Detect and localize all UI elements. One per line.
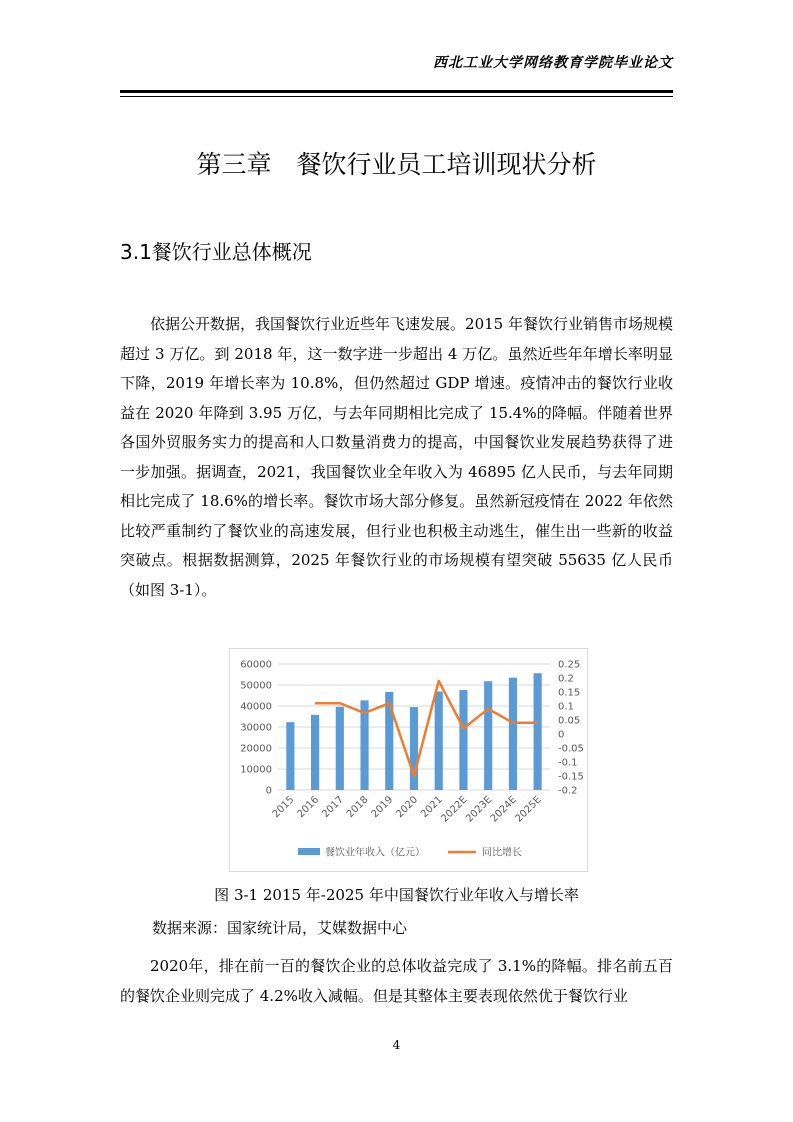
bar <box>534 673 542 790</box>
body-paragraph-1 <box>120 310 673 605</box>
bar <box>336 707 344 790</box>
x-tick-label: 2023E <box>464 794 495 825</box>
y-right-tick-label: 0 <box>558 729 565 741</box>
x-tick-label: 2019 <box>369 794 396 821</box>
growth-line <box>315 681 537 776</box>
bar <box>286 722 294 790</box>
y-right-tick-label: 0.2 <box>558 673 574 685</box>
x-tick-label: 2017 <box>320 794 346 821</box>
legend-label: 同比增长 <box>482 847 522 859</box>
bar <box>311 715 319 790</box>
bar <box>509 678 517 790</box>
paragraph-text: 依据公开数据，我国餐饮行业近些年飞速发展。2015 年餐饮行业销售市场规模超过 3 万亿。到 2018 年，这一数字进一步超出 4 万亿。虽然近些年年增长率明显下降，2019 年增长率为 10.8%，但仍然超过 GDP 增速。疫情冲击的餐饮行业收益在 2020 年降到 3.95 万亿，与去年同期相比完成了 15.4%的降幅。伴随着世界各国外贸服务实力的提高和人口数量消费力的提高，中国餐饮业发展趋势获得了进一步加强。据调查，2021，我国餐饮业全年收入为 46895 亿人民币，与去年同期相比完成了 18.6%的增长率。餐饮市场大部分修复。虽然新冠疫情在 2022 年依然比较严重制约了餐饮业的高速发展，但行业也积极主动逃生，催生出一些新的收益突破点。根据数据测算，2025 年餐饮行业的市场规模有望突破 55635 亿人民币（如图 3-1）。 <box>120 315 673 599</box>
chapter-title: 第三章 餐饮行业员工培训现状分析 <box>196 150 597 179</box>
figure-3-1-chart <box>229 648 588 872</box>
running-header: 西北工业大学网络教育学院毕业论文 <box>433 55 673 71</box>
figure-caption: 图 3-1 2015 年-2025 年中国餐饮行业年收入与增长率 <box>214 886 579 904</box>
header-rule-thick <box>120 90 673 93</box>
body-paragraph-2 <box>120 952 673 1011</box>
bar <box>435 692 443 790</box>
y-right-tick-label: 0.15 <box>558 687 581 699</box>
data-source-note: 数据来源：国家统计局，艾媒数据中心 <box>152 919 408 937</box>
y-right-tick-label: 0.25 <box>558 659 581 671</box>
y-left-tick-label: 40000 <box>240 701 272 713</box>
y-left-tick-label: 30000 <box>240 722 272 734</box>
x-tick-label: 2015 <box>270 794 297 821</box>
paragraph-text: 2020年，排在前一百的餐饮企业的总体收益完成了 3.1%的降幅。排名前五百的餐饮企业则完成了 4.2%收入减幅。但是其整体主要表现依然优于餐饮行业 <box>120 957 673 1005</box>
y-right-tick-label: 0.1 <box>558 701 574 713</box>
y-left-tick-label: 0 <box>265 785 272 797</box>
y-right-tick-label: -0.05 <box>558 743 584 755</box>
x-tick-label: 2022E <box>439 794 470 825</box>
x-tick-label: 2020 <box>394 794 421 821</box>
x-tick-label: 2025E <box>513 794 544 825</box>
legend-label: 餐饮业年收入（亿元） <box>325 847 425 859</box>
x-tick-label: 2021 <box>419 794 445 821</box>
y-left-tick-label: 10000 <box>240 764 272 776</box>
x-tick-label: 2018 <box>344 794 371 821</box>
y-right-tick-label: -0.2 <box>558 785 578 797</box>
y-right-tick-label: -0.1 <box>558 757 578 769</box>
y-right-tick-label: -0.15 <box>558 771 584 783</box>
page-number: 4 <box>392 1038 401 1052</box>
x-tick-label: 2024E <box>488 794 520 825</box>
y-right-tick-label: 0.05 <box>558 715 581 727</box>
y-left-tick-label: 20000 <box>240 743 272 755</box>
y-left-tick-label: 60000 <box>240 659 272 671</box>
header-rule-thin <box>120 96 673 97</box>
bar <box>459 690 467 790</box>
x-tick-label: 2016 <box>295 794 322 821</box>
legend-swatch-bar <box>298 848 320 855</box>
chart-svg <box>230 649 587 871</box>
section-title: 3.1餐饮行业总体概况 <box>120 240 312 264</box>
bar <box>410 707 418 790</box>
y-left-tick-label: 50000 <box>240 680 272 692</box>
bar <box>484 681 492 790</box>
